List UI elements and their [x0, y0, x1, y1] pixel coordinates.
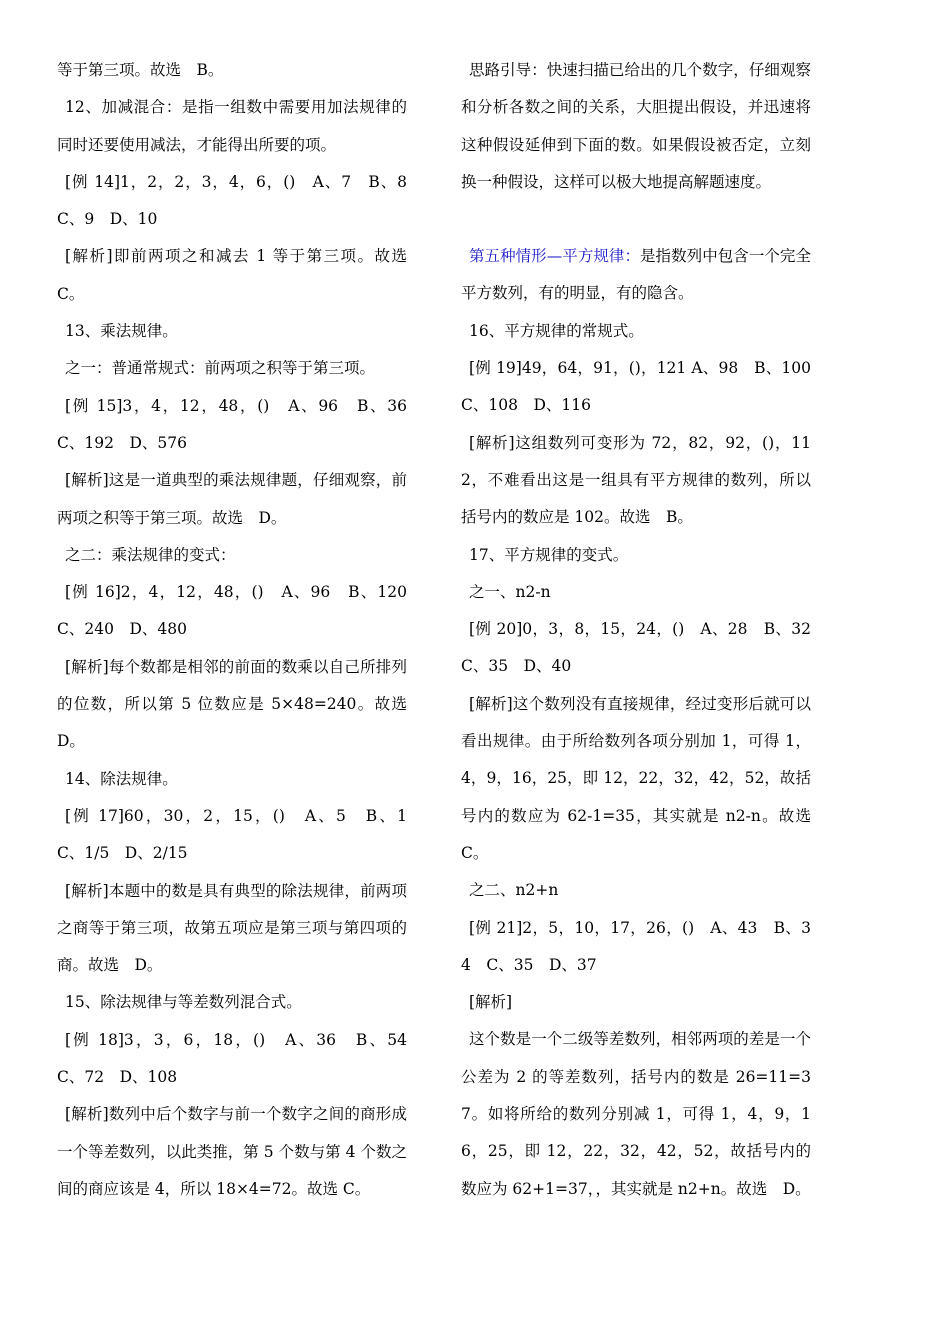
paragraph: [例 21]2，5，10，17，26，() A、43 B、34 C、35 D、37	[461, 918, 811, 974]
section-text: 是指数列中包含一个完全平方数列，有的明显，有的隐含。	[461, 247, 811, 303]
paragraph: [解析]	[469, 993, 513, 1012]
paragraph: 13、乘法规律。	[65, 322, 178, 341]
paragraph: 12、加减混合：是指一组数中需要用加法规律的同时还要使用减法，才能得出所要的项。	[57, 98, 407, 154]
paragraph: 14、除法规律。	[65, 769, 178, 788]
paragraph: [解析]每个数都是相邻的前面的数乘以自己所排列的位数，所以第 5 位数应是 5×48=240。故选 D。	[57, 657, 423, 751]
right-column	[461, 52, 827, 1208]
left-column	[57, 52, 423, 1208]
paragraph: [例 19]49，64，91，()，121 A、98 B、100 C、108 D、116	[461, 359, 827, 415]
section-heading-paragraph	[461, 238, 811, 313]
paragraph: 等于第三项。故选 B。	[57, 61, 224, 79]
section-title: 第五种情形—平方规律：	[469, 247, 641, 266]
paragraph: 之一：普通常规式：前两项之积等于第三项。	[65, 359, 376, 378]
paragraph: 之二、n2+n	[469, 881, 559, 900]
paragraph: 之一、n2-n	[469, 582, 551, 601]
paragraph: [解析]本题中的数是具有典型的除法规律，前两项之商等于第三项，故第五项应是第三项与第四项的商。故选 D。	[57, 881, 407, 975]
paragraph: 15、除法规律与等差数列混合式。	[65, 993, 302, 1012]
paragraph: [例 18]3，3，6，18，() A、36 B、54 C、72 D、108	[57, 1030, 423, 1087]
spacer	[461, 201, 811, 238]
paragraph: [例 16]2，4，12，48，() A、96 B、120 C、240 D、480	[57, 583, 423, 639]
paragraph: [解析]这组数列可变形为 72，82，92，()，112，不难看出这是一组具有平方规律的数列，所以括号内的数应是 102。故选 B。	[461, 433, 811, 527]
paragraph: 16、平方规律的常规式。	[469, 321, 644, 340]
paragraph: [解析]即前两项之和减去 1 等于第三项。故选 C。	[57, 247, 407, 303]
paragraph: [例 15]3，4，12，48，() A、96 B、36 C、192 D、576	[57, 396, 423, 452]
guidance-paragraph: 思路引导：快速扫描已给出的几个数字，仔细观察和分析各数之间的关系，大胆提出假设，并迅速将这种假设延伸到下面的数。如果假设被否定，立刻换一种假设，这样可以极大地提高解题速度。	[461, 61, 811, 191]
paragraph: 这个数是一个二级等差数列，相邻两项的差是一个公差为 2 的等差数列，括号内的数是 26=11=37。如将所给的数列分别减 1，可得 1，4，9，16，25，即 12，22，32，42，52，故括号内的数应为 62+1=37，，其实就是 n2+n。故选 D。	[461, 1030, 811, 1198]
paragraph: [解析]这是一道典型的乘法规律题，仔细观察，前两项之积等于第三项。故选 D。	[57, 471, 407, 527]
paragraph: [例 17]60，30，2，15，() A、5 B、1 C、1/5 D、2/15	[57, 806, 423, 863]
paragraph: [例 20]0，3，8，15，24，() A、28 B、32 C、35 D、40	[461, 620, 827, 676]
paragraph: [例 14]1，2，2，3，4，6，() A、7 B、8 C、9 D、10	[57, 172, 423, 229]
paragraph: 之二：乘法规律的变式：	[65, 545, 236, 564]
paragraph: [解析]数列中后个数字与前一个数字之间的商形成一个等差数列，以此类推，第 5 个数与第 4 个数之间的商应该是 4，所以 18×4=72。故选 C。	[57, 1105, 407, 1198]
paragraph: [解析]这个数列没有直接规律，经过变形后就可以看出规律。由于所给数列各项分别加 1，可得 1，4，9，16，25，即 12，22，32，42，52，故括号内的数应为 62-1=35，其实就是 n2-n。故选 C。	[461, 694, 827, 862]
paragraph: 17、平方规律的变式。	[469, 545, 629, 564]
